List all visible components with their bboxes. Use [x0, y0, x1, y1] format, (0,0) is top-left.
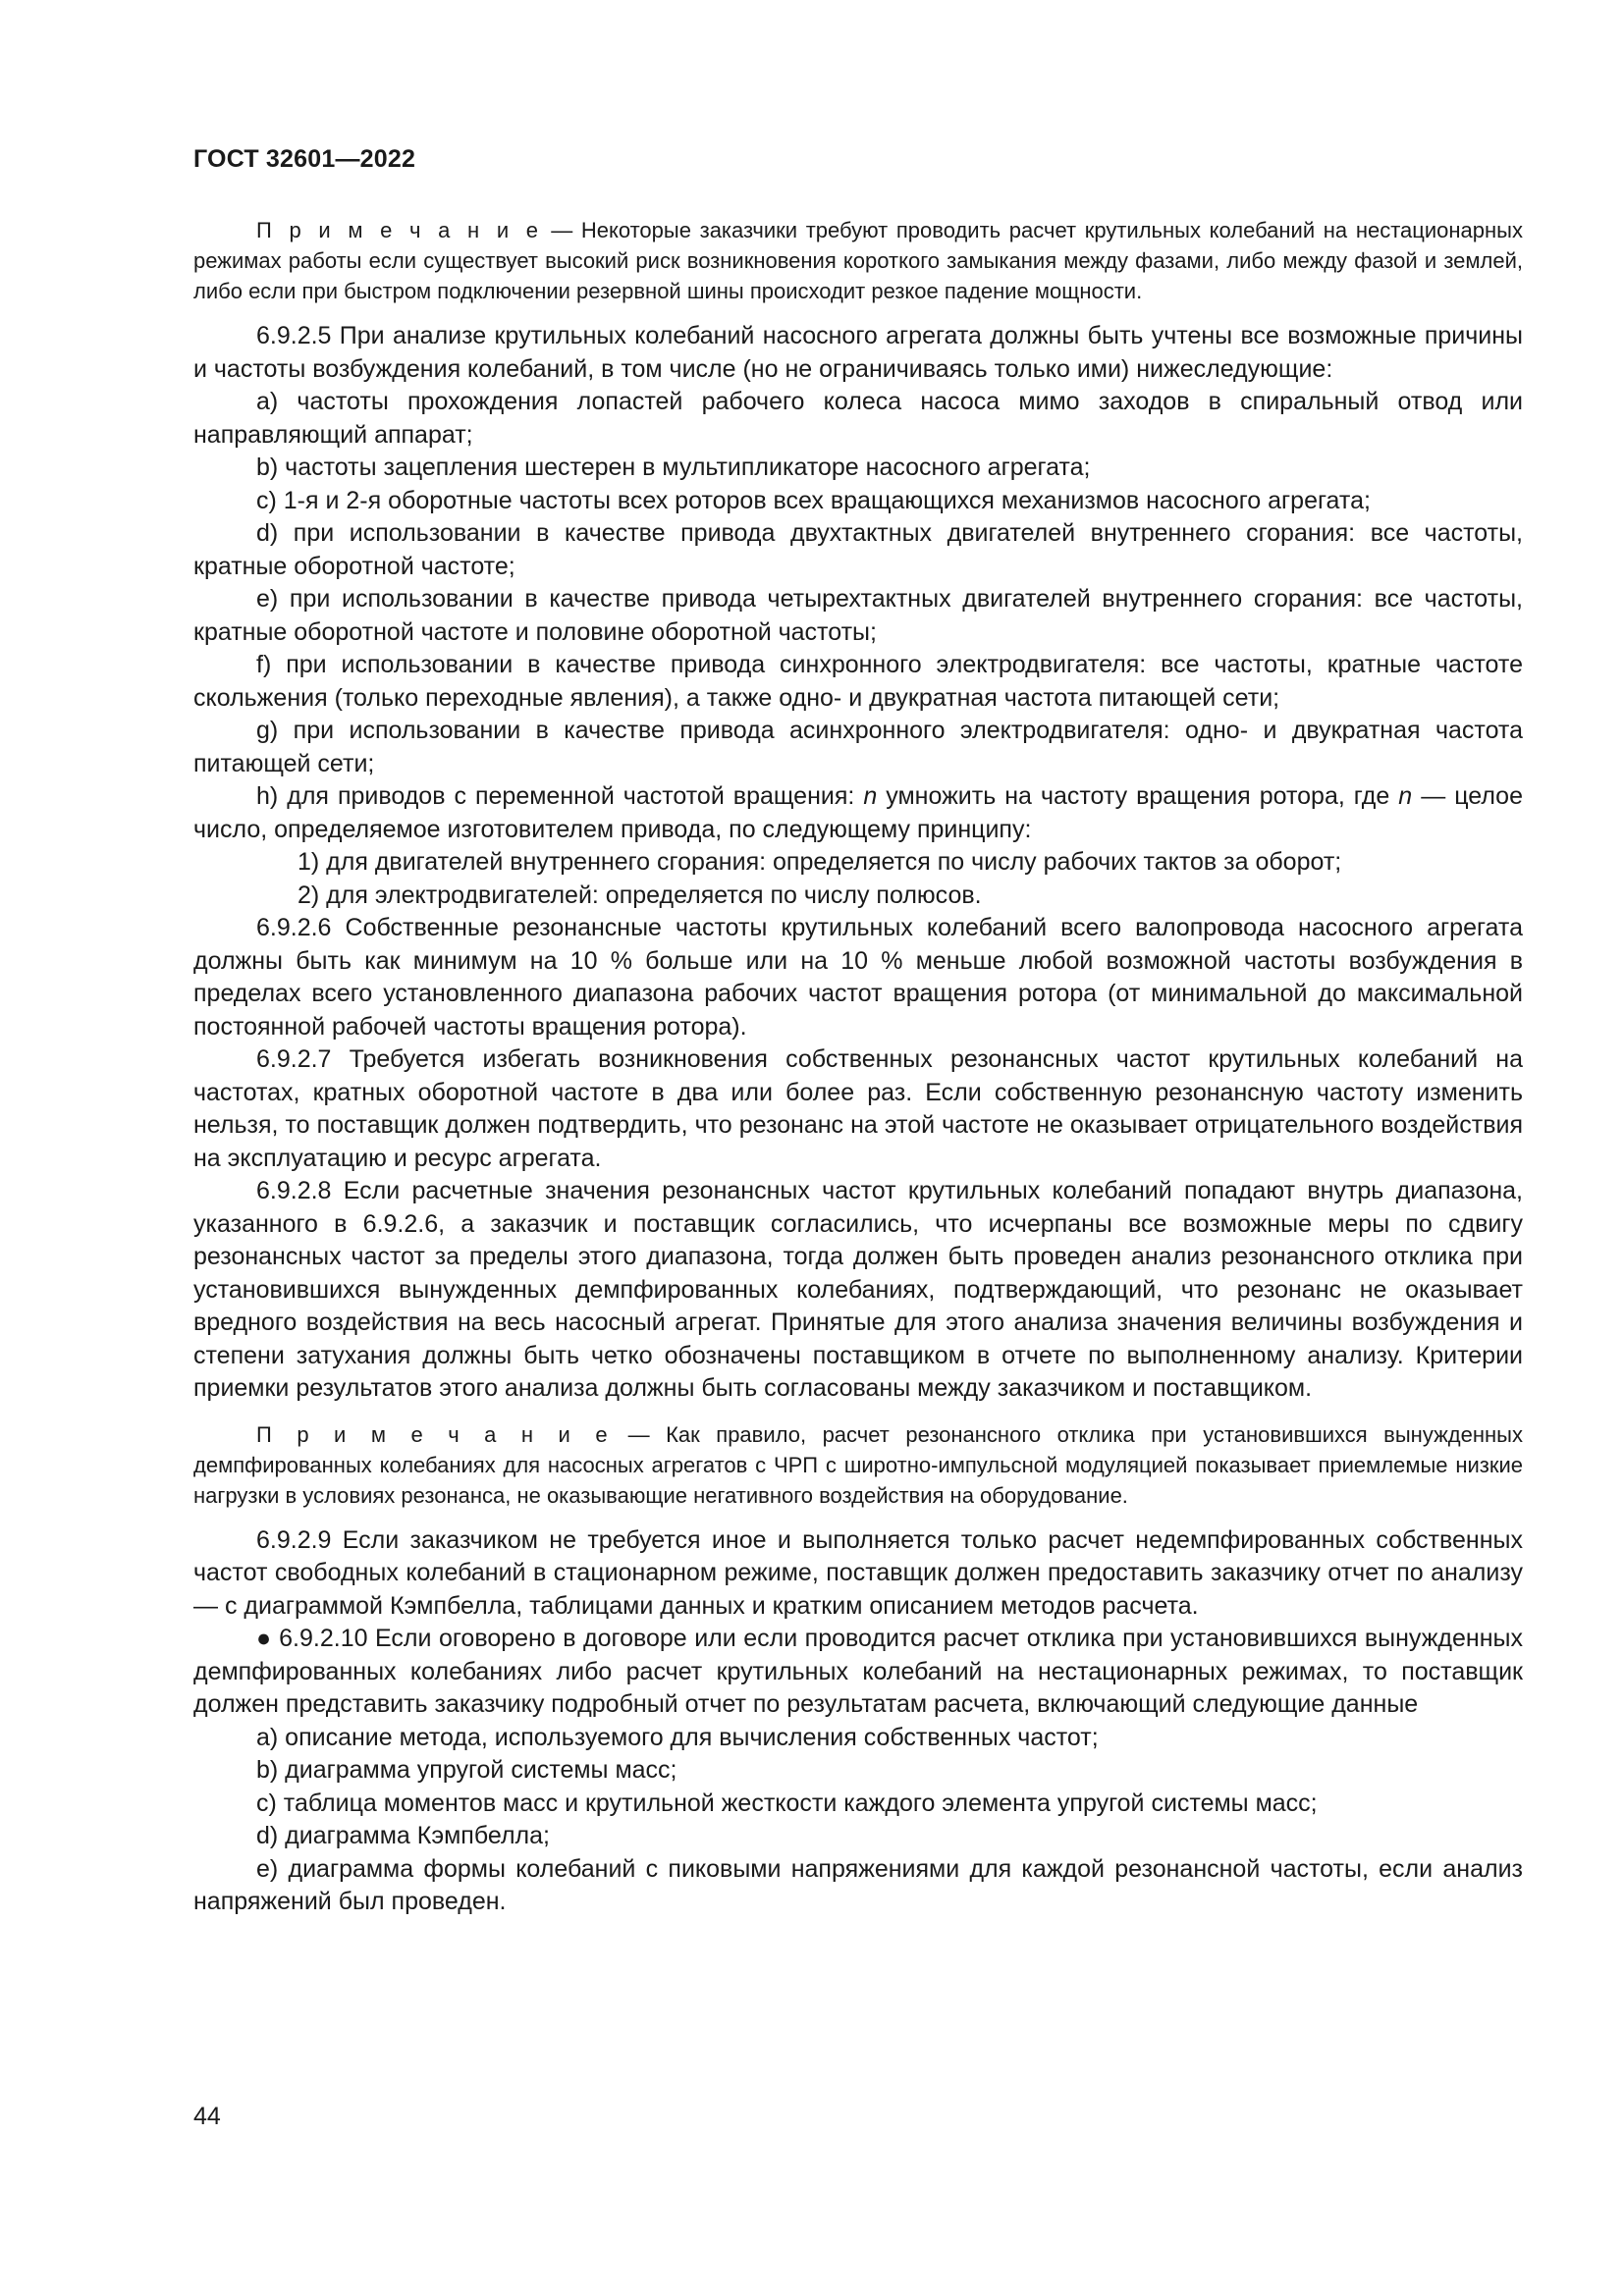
- report-item-c: c) таблица моментов масс и крутильной жесткости каждого элемента упругой системы масс;: [256, 1789, 1318, 1817]
- report-item-a: a) описание метода, используемого для вычисления собственных частот;: [256, 1723, 1099, 1751]
- list-item-e: e) при использовании в качестве привода четырехтактных двигателей внутреннего сгорания: все частоты, кратные оборотной частоте и половине оборотной частоты;: [193, 585, 1523, 646]
- list-item-h-post: — целое число, определяемое изготовителем привода, по следующему принципу:: [193, 782, 1523, 843]
- sub-item-1: 1) для двигателей внутреннего сгорания: определяется по числу рабочих тактов за оборот;: [298, 848, 1342, 876]
- variable-n: n: [863, 782, 878, 810]
- clause-6-9-2-7: 6.9.2.7 Требуется избегать возникновения собственных резонансных частот крутильных колебаний на частотах, кратных оборотной частоте в два или более раз. Если собственную резонансную частоту изменить нельзя, то поставщик должен подтвердить, что резонанс на этой частоте не оказывает отрицательного воздействия на эксплуатацию и ресурс агрегата.: [193, 1045, 1523, 1172]
- report-item-b: b) диаграмма упругой системы масс;: [256, 1756, 677, 1784]
- clause-6-9-2-8: 6.9.2.8 Если расчетные значения резонансных частот крутильных колебаний попадают внутрь диапазона, указанного в 6.9.2.6, а заказчик и поставщик согласились, что исчерпаны все возможные меры по сдвигу резонансных частот за пределы этого диапазона, тогда должен быть проведен анализ резонансного отклика при установившихся вынужденных демпфированных колебаниях, подтверждающий, что резонанс не оказывает вредного воздействия на весь насосный агрегат. Принятые для этого анализа значения величины возбуждения и степени затухания должны быть четко обозначены поставщиком в отчете по выполненному анализу. Критерии приемки результатов этого анализа должны быть согласованы между заказчиком и поставщиком.: [193, 1177, 1523, 1402]
- document-page: [193, 145, 1523, 1919]
- list-item-f: f) при использовании в качестве привода синхронного электродвигателя: все частоты, кратные частоте скольжения (только переходные явления), а также одно- и двукратная частота питающей сети;: [193, 651, 1523, 712]
- variable-n: n: [1398, 782, 1413, 810]
- clause-6-9-2-6: 6.9.2.6 Собственные резонансные частоты крутильных колебаний всего валопровода насосного агрегата должны быть как минимум на 10 % больше или на 10 % меньше любой возможной частоты возбуждения в пределах всего установленного диапазона рабочих частот вращения ротора (от минимальной до максимальной постоянной рабочей частоты вращения ротора).: [193, 914, 1523, 1041]
- report-item-e: e) диаграмма формы колебаний с пиковыми напряжениями для каждой резонансной частоты, если анализ напряжений был проведен.: [193, 1854, 1523, 1915]
- note-2-text: — Как правило, расчет резонансного отклика при установившихся вынужденных демпфированных колебаниях для насосных агрегатов с ЧРП с широтно-импульсной модуляцией показывает приемлемые низкие нагрузки в условиях резонанса, не оказывающие негативного воздействия на оборудование.: [193, 1421, 1523, 1508]
- clause-6-9-2-5: 6.9.2.5 При анализе крутильных колебаний насосного агрегата должны быть учтены все возможные причины и частоты возбуждения колебаний, в том числе (но не ограничиваясь только ими) нижеследующие:: [193, 322, 1523, 383]
- page-number: 44: [193, 2103, 221, 2130]
- note-2-label: П р и м е ч а н и е: [256, 1421, 613, 1447]
- list-item-c: c) 1-я и 2-я оборотные частоты всех роторов всех вращающихся механизмов насосного агрегата;: [256, 486, 1371, 514]
- list-item-d: d) при использовании в качестве привода двухтактных двигателей внутреннего сгорания: все частоты, кратные оборотной частоте;: [193, 519, 1523, 580]
- document-code-header: ГОСТ 32601—2022: [193, 145, 416, 173]
- list-item-h-mid: умножить на частоту вращения ротора, где: [877, 782, 1399, 810]
- note-1: [193, 215, 1523, 306]
- clause-6-9-2-9: 6.9.2.9 Если заказчиком не требуется иное и выполняется только расчет недемпфированных собственных частот свободных колебаний в стационарном режиме, поставщик должен предоставить заказчику отчет по анализу — с диаграммой Кэмпбелла, таблицами данных и кратким описанием методов расчета.: [193, 1525, 1523, 1620]
- list-item-h: [193, 780, 1523, 846]
- note-1-text: — Некоторые заказчики требуют проводить расчет крутильных колебаний на нестационарных режимах работы если существует высокий риск возникновения короткого замыкания между фазами, либо между фазой и землей, либо если при быстром подключении резервной шины происходит резкое падение мощности.: [193, 218, 1523, 303]
- list-item-a: a) частоты прохождения лопастей рабочего колеса насоса мимо заходов в спиральный отвод или направляющий аппарат;: [193, 388, 1523, 449]
- report-item-d: d) диаграмма Кэмпбелла;: [256, 1822, 550, 1849]
- list-item-b: b) частоты зацепления шестерен в мультипликаторе насосного агрегата;: [256, 454, 1091, 481]
- list-item-h-pre: h) для приводов с переменной частотой вращения:: [256, 782, 864, 810]
- note-1-label: П р и м е ч а н и е: [256, 218, 543, 242]
- list-item-g: g) при использовании в качестве привода асинхронного электродвигателя: одно- и двукратная частота питающей сети;: [193, 717, 1523, 777]
- note-2: [193, 1419, 1523, 1511]
- clause-6-9-2-10: ● 6.9.2.10 Если оговорено в договоре или если проводится расчет отклика при установившихся вынужденных демпфированных колебаниях либо расчет крутильных колебаний на нестационарных режимах, то поставщик должен представить заказчику подробный отчет по результатам расчета, включающий следующие данные: [193, 1625, 1523, 1718]
- sub-item-2: 2) для электродвигателей: определяется по числу полюсов.: [298, 881, 982, 909]
